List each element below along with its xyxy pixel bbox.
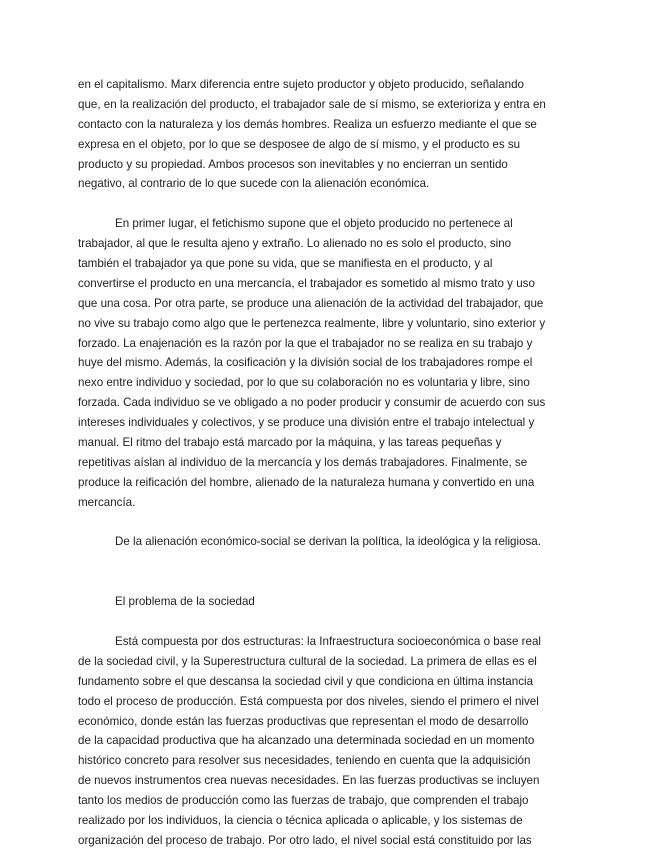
text-line: también el trabajador ya que pone su vida, que se manifiesta en el producto, y al [78, 257, 493, 271]
section-heading [78, 592, 578, 612]
text-line: tanto los medios de producción como las fuerzas de trabajo, que comprenden el trabajo [78, 794, 529, 808]
text-line: manual. El ritmo del trabajo está marcado por la máquina, y las tareas pequeñas y [78, 436, 502, 450]
text-line: negativo, al contrario de lo que sucede con la alienación económica. [78, 177, 430, 191]
paragraph-society-structure [78, 632, 578, 851]
text-line: convertirse el producto en una mercancía, el trabajador es sometido al mismo trato y uso [78, 276, 535, 290]
text-line: en el capitalismo. Marx diferencia entre sujeto productor y objeto producido, señalando [78, 78, 524, 91]
text-line: fundamento sobre el que descansa la sociedad civil y que condiciona en última instancia [78, 674, 534, 688]
text-line: En primer lugar, el fetichismo supone que el objeto producido no pertenece al [115, 217, 513, 231]
paragraph-derivations [78, 532, 578, 552]
text-line: histórico concreto para resolver sus necesidades, teniendo en cuenta que la adquisición [78, 754, 531, 768]
text-line: que una cosa. Por otra parte, se produce una alienación de la actividad del trabajador, que [78, 296, 544, 310]
text-line: forzada. Cada individuo se ve obligado a no poder producir y consumir de acuerdo con sus [78, 396, 546, 410]
text-line: trabajador, al que le resulta ajeno y extraño. Lo alienado no es solo el producto, sino [78, 237, 512, 251]
text-line: de nuevos instrumentos crea nuevas necesidades. En las fuerzas productivas se incluyen [78, 774, 540, 788]
text-line: mercancía. [78, 495, 136, 509]
paragraph-capitalism [78, 75, 578, 194]
text-line: forzado. La enajenación es la razón por la que el trabajador no se realiza en su trabajo y [78, 336, 533, 350]
text-line: no vive su trabajo como algo que le pertenezca realmente, libre y voluntario, sino exterior y [78, 316, 546, 330]
text-line: huye del mismo. Además, la cosificación y la división social de los trabajadores rompe el [78, 356, 533, 370]
document-body [78, 75, 578, 851]
text-line: de la capacidad productiva que ha alcanzado una determinada sociedad en un momento [78, 734, 535, 748]
text-line: organización del proceso de trabajo. Por otro lado, el nivel social está constituido por las [78, 833, 532, 847]
section-heading-text: El problema de la sociedad [115, 595, 255, 609]
paragraph-fetichismo [78, 214, 578, 512]
text-line: contacto con la naturaleza y los demás hombres. Realiza un esfuerzo mediante el que se [78, 117, 537, 131]
text-line: todo el proceso de producción. Está compuesta por dos niveles, siendo el primero el nivel [78, 694, 539, 708]
text-line: de la sociedad civil, y la Superestructura cultural de la sociedad. La primera de ellas es el [78, 654, 537, 668]
text-line: económico, donde están las fuerzas productivas que representan el modo de desarrollo [78, 714, 529, 728]
text-line: De la alienación económico-social se derivan la política, la ideológica y la religiosa. [115, 535, 541, 549]
text-line: que, en la realización del producto, el trabajador sale de sí mismo, se exterioriza y entra en [78, 97, 546, 111]
text-line: produce la reificación del hombre, alienado de la naturaleza humana y convertido en una [78, 475, 535, 489]
text-line: realizado por los individuos, la ciencia o técnica aplicada o aplicable, y los sistemas de [78, 813, 523, 827]
text-line: intereses individuales y colectivos, y se produce una división entre el trabajo intelectual y [78, 416, 535, 430]
text-line: producto y su propiedad. Ambos procesos son inevitables y no encierran un sentido [78, 157, 508, 171]
text-line: Está compuesta por dos estructuras: la Infraestructura socioeconómica o base real [115, 634, 541, 648]
text-line: expresa en el objeto, por lo que se desposee de algo de sí mismo, y el producto es su [78, 137, 521, 151]
text-line: repetitivas aíslan al individuo de la mercancía y los demás trabajadores. Finalmente, se [78, 455, 528, 469]
text-line: nexo entre individuo y sociedad, por lo que su colaboración no es voluntaria y libre, sino [78, 376, 530, 390]
